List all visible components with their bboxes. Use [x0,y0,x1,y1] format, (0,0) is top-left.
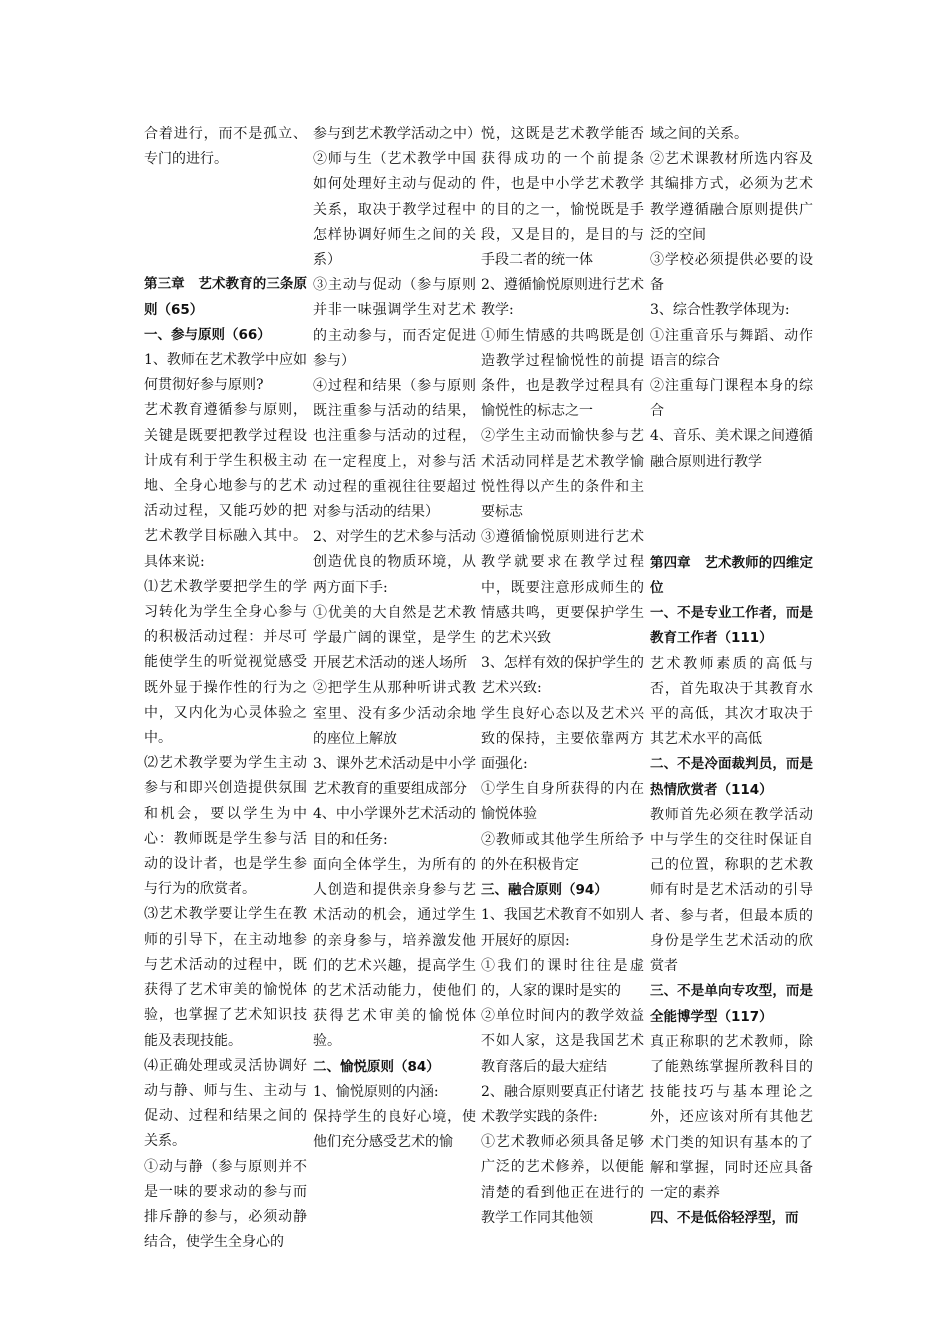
paragraph: ①注重音乐与舞蹈、动作语言的综合 [650,327,813,369]
paragraph: 艺术教育遵循参与原则，关键是既要把教学过程设计成有利于学生积极主动地、全身心地参与的艺术活动过程，又能巧妙的把艺术教学目标融入其中。具体来说: [144,402,307,570]
column-4 [650,122,813,1231]
paragraph: 3、怎样有效的保护学生的艺术兴致: [481,655,644,697]
chapter-heading: 第三章 艺术教育的三条原则（65） [144,276,307,318]
section-heading: 三、融合原则（94） [481,882,608,899]
paragraph: ②单位时间内的教学效益不如人家，这是我国艺术教育落后的最大症结 [481,1008,644,1075]
spacer [144,172,307,272]
paragraph: ②师与生（艺术教学中国如何处理好主动与促动的关系，取决于教学过程中怎样协调好师生之间的关系） [313,151,476,269]
paragraph: 3、课外艺术活动是中小学艺术教育的重要组成部分 [313,756,476,798]
column-2 [313,122,481,1155]
paragraph: ②艺术课教材所选内容及其编排方式，必须为艺术教学遵循融合原则提供广泛的空间 [650,151,813,243]
paragraph: ①动与静（参与原则并不是一味的要求动的参与而排斥静的参与，必须动静结合，使学生全身心的 [144,1158,307,1251]
paragraph: ①学生自身所获得的内在愉悦体验 [481,781,644,823]
paragraph: 参与到艺术教学活动之中） [313,126,481,142]
paragraph: 艺术教师素质的高低与否，首先取决于其教育水平的高低，其次才取决于其艺术水平的高低 [650,655,813,748]
paragraph: 4、中小学课外艺术活动的目的和任务: [313,806,476,848]
section-heading: 二、愉悦原则（84） [313,1058,440,1075]
paragraph: ②把学生从那种听讲式教室里、没有多少活动余地的座位上解放 [313,680,476,747]
section-heading: 二、不是冷面裁判员，而是热情欣赏者（114） [650,756,813,798]
section-heading: 一、参与原则（66） [144,326,271,343]
paragraph: 学生良好心态以及艺术兴致的保持，主要依靠两方面强化: [481,705,644,773]
paragraph: ①优美的大自然是艺术教学最广阔的课堂，是学生开展艺术活动的迷人场所 [313,604,476,672]
paragraph: ⑴艺术教学要把学生的学习转化为学生全身心参与的积极活动过程：并尽可能使学生的听觉视觉感受既外显于操作性的行为之中，又内化为心灵体验之中。 [144,578,307,747]
paragraph: ②学生主动而愉快参与艺术活动同样是艺术教学愉悦性得以产生的条件和主要标志 [481,428,644,521]
paragraph: ②注重每门课程本身的综合 [650,378,813,420]
section-heading: 四、不是低俗轻浮型，而 [650,1210,799,1227]
paragraph: ①我们的课时往往是虚的，人家的课时是实的 [481,957,644,999]
paragraph: ⑷正确处理或灵活协调好动与静、师与生、主动与促动、过程和结果之间的关系。 [144,1057,307,1150]
paragraph: 2、对学生的艺术参与活动创造优良的物质环境，从两方面下手: [313,529,476,596]
paragraph: ③遵循愉悦原则进行艺术教学就要求在教学过程中，既要注意形成师生的情感共鸣，更要保护学生的艺术兴致 [481,529,644,647]
paragraph: ⑵艺术教学要为学生主动参与和即兴创造提供氛围和机会，要以学生为中心：教师既是学生参与活动的设计者，也是学生参与行为的欣赏者。 [144,755,307,898]
column-1 [144,122,307,1255]
paragraph: ④过程和结果（参与原则既注重参与活动的结果，也注重参与活动的过程，在一定程度上，对参与活动过程的重视往往要超过对参与活动的结果） [313,378,476,521]
paragraph: 真正称职的艺术教师，除了能熟练掌握所教科目的技能技巧与基本理论之外，还应该对所有其他艺术门类的知识有基本的了解和掌握，同时还应具备一定的素养 [650,1033,813,1201]
paragraph: ③学校必须提供必要的设备 [650,252,813,294]
paragraph: 域之间的关系。 [650,126,748,142]
paragraph: 保持学生的良好心境，使他们充分感受艺术的愉 [313,1108,476,1151]
paragraph: ①师生情感的共鸣既是创造教学过程愉悦性的前提条件，也是教学过程具有愉悦性的标志之一 [481,327,644,420]
paragraph: 3、综合性教学体现为: [650,302,790,319]
paragraph: 2、遵循愉悦原则进行艺术教学: [481,277,644,319]
paragraph: 悦，这既是艺术教学能否获得成功的一个前提条件，也是中小学艺术教学的目的之一，愉悦既是手段，又是目的，是目的与手段二者的统一体 [481,126,644,269]
paragraph: 面向全体学生，为所有的人创造和提供亲身参与艺术活动的机会，通过学生的亲身参与，培养激发他们的艺术兴趣，提高学生的艺术活动能力，使他们获得艺术审美的愉悦体验。 [313,856,476,1050]
paragraph: 1、愉悦原则的内涵: [313,1083,439,1100]
section-heading: 一、不是专业工作者，而是教育工作者（111） [650,605,813,647]
paragraph: ②教师或其他学生所给予的外在积极肯定 [481,831,644,873]
paragraph: 1、教师在艺术教学中应如何贯彻好参与原则? [144,352,307,394]
paragraph: ⑶艺术教学要让学生在教师的引导下，在主动地参与艺术活动的过程中，既获得了艺术审美的愉悦体验，也掌握了艺术知识技能及表现技能。 [144,906,307,1049]
paragraph: ①艺术教师必须具备足够广泛的艺术修养，以便能清楚的看到他正在进行的教学工作同其他领 [481,1134,644,1226]
paragraph: 教师首先必须在教学活动中与学生的交往时保证自己的位置，称职的艺术教师有时是艺术活动的引导者、参与者，但最本质的身份是学生艺术活动的欣赏者 [650,806,813,975]
paragraph: ③主动与促动（参与原则并非一味强调学生对艺术的主动参与，而否定促进参与） [313,277,476,369]
section-heading: 三、不是单向专攻型，而是全能博学型（117） [650,983,813,1025]
paragraph: 1、我国艺术教育不如别人开展好的原因: [481,907,644,949]
chapter-heading: 第四章 艺术教师的四维定位 [650,554,813,597]
column-3 [481,122,644,1231]
paragraph: 2、融合原则要真正付诸艺术教学实践的条件: [481,1083,644,1125]
spacer [650,475,813,551]
paragraph: 4、音乐、美术课之间遵循融合原则进行教学 [650,428,813,470]
paragraph: 合着进行，而不是孤立、专门的进行。 [144,126,307,168]
